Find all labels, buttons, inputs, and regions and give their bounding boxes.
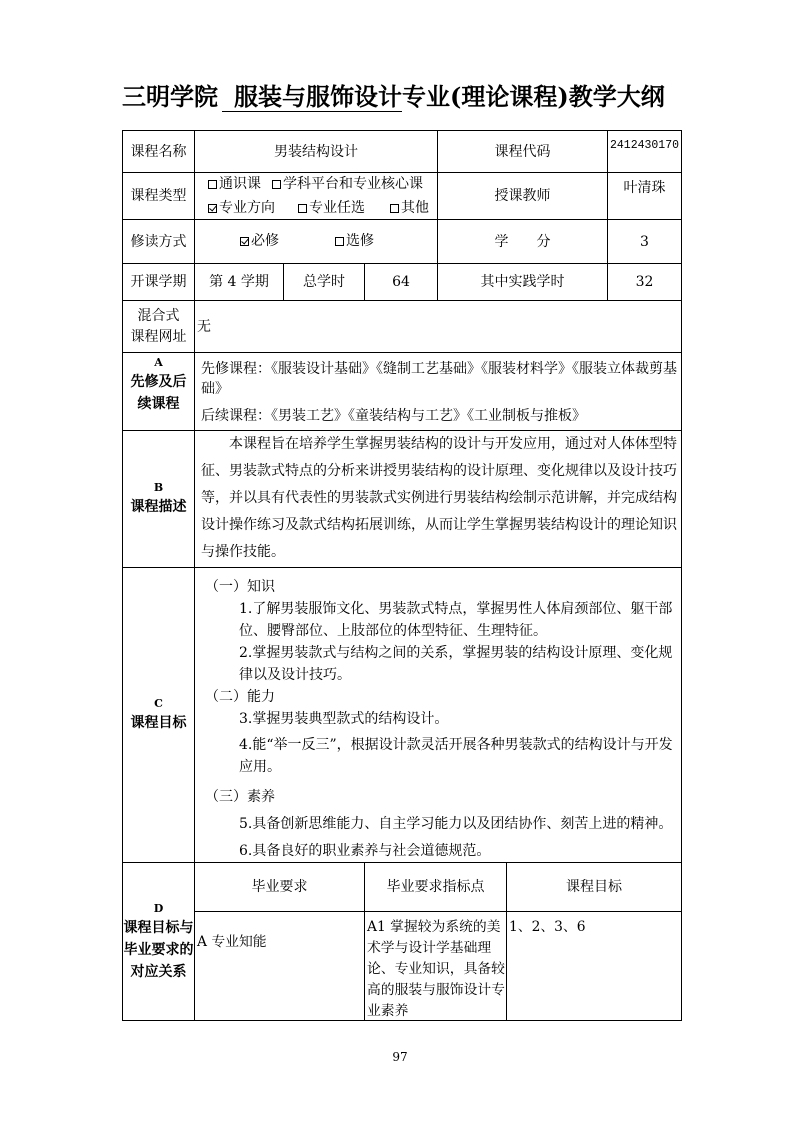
- course-url-label-line: 混合式: [137, 307, 180, 324]
- mapping-header-indicator: 毕业要求指标点: [364, 862, 507, 912]
- option-label: 专业任选: [309, 200, 365, 216]
- checkbox-box: [208, 180, 217, 189]
- semester-label: 开课学期: [122, 263, 195, 301]
- course-name-value: 男装结构设计: [194, 130, 438, 173]
- mapping-header-requirement: 毕业要求: [194, 862, 365, 912]
- section-letter: C: [154, 697, 163, 710]
- study-mode-option: [335, 231, 374, 251]
- objective-group-heading: （三）素养: [205, 789, 275, 805]
- section-letter: B: [153, 481, 164, 494]
- option-label: 必修: [251, 233, 279, 249]
- mapping-header-objectives: 课程目标: [506, 862, 682, 912]
- course-type-option: [272, 174, 423, 194]
- objective-item: 5.具备创新思维能力、自主学习能力以及团结协作、刻苦上进的精神。: [239, 816, 673, 832]
- study-mode-option: [240, 231, 279, 251]
- checkbox-box: [272, 180, 281, 189]
- option-label: 通识课: [219, 176, 261, 192]
- school-name: 三明学院: [122, 82, 218, 111]
- major-name-underlined: 服装与服饰设计: [222, 83, 402, 112]
- checkbox-box: [208, 204, 217, 213]
- objective-item: 6.具备良好的职业素养与社会道德规范。: [239, 843, 491, 859]
- checkbox-box: [240, 237, 249, 246]
- checkbox-box: [298, 204, 307, 213]
- course-url-value: 无: [194, 300, 682, 353]
- page-title: [122, 80, 692, 116]
- section-label-line: 续课程: [137, 396, 180, 412]
- course-type-option: [208, 174, 261, 194]
- study-mode-options: [194, 219, 438, 264]
- prerequisite-courses: 先修课程：《服装设计基础》《缝制工艺基础》《服装材料学》《服装立体裁剪基础》: [201, 361, 677, 397]
- section-label-line: 课程目标: [130, 715, 187, 731]
- section-label-line: 对应关系: [130, 963, 187, 980]
- option-label: 选修: [346, 233, 374, 249]
- mapping-requirement: A 专业知能: [194, 911, 365, 1021]
- course-code-label: 课程代码: [437, 130, 608, 173]
- title-suffix: 专业(理论课程)教学大纲: [402, 82, 665, 111]
- practice-hours-value: 32: [607, 263, 682, 301]
- course-type-options: [194, 172, 438, 220]
- section-c-content: [194, 567, 682, 863]
- study-mode-label: 修读方式: [122, 219, 195, 264]
- credits-value: 3: [607, 219, 682, 264]
- total-hours-value: 64: [364, 263, 438, 301]
- option-label: 学科平台和专业核心课: [283, 176, 423, 192]
- section-b-label: [122, 430, 195, 568]
- checkbox-box: [390, 204, 399, 213]
- section-letter: D: [153, 901, 164, 915]
- objective-item: 3.掌握男装典型款式的结构设计。: [239, 711, 449, 727]
- syllabus-table: [122, 130, 682, 1021]
- instructor-label: 授课教师: [437, 172, 608, 220]
- objective-group-heading: （一）知识: [205, 579, 275, 595]
- objective-group-heading: （二）能力: [205, 689, 275, 705]
- follow-up-courses: 后续课程：《男装工艺》《童装结构与工艺》《工业制板与推板》: [201, 408, 586, 424]
- section-letter: A: [154, 356, 163, 369]
- section-label-line: 课程描述: [130, 499, 187, 515]
- objective-item: 4.能“举一反三”，根据设计款灵活开展各种男装款式的结构设计与开发应用。: [239, 737, 673, 775]
- mapping-objectives: 1、2、3、6: [506, 911, 682, 1021]
- course-type-label: 课程类型: [122, 172, 195, 220]
- course-type-option: [208, 198, 275, 218]
- course-type-option: [390, 198, 429, 218]
- page-number: 97: [392, 1050, 408, 1064]
- mapping-indicator: A1 掌握较为系统的美术学与设计学基础理论、专业知识，具备较高的服装与服饰设计专业素养: [364, 911, 507, 1021]
- total-hours-label: 总学时: [283, 263, 365, 301]
- section-a-content: [194, 352, 682, 431]
- section-a-label: [122, 352, 195, 431]
- option-label: 其他: [401, 200, 429, 216]
- objective-item: 1.了解男装服饰文化、男装款式特点，掌握男性人体肩颈部位、躯干部位、腰臀部位、上肢部位的体型特征、生理特征。: [239, 601, 673, 639]
- course-description: 本课程旨在培养学生掌握男装结构的设计与开发应用，通过对人体体型特征、男装款式特点的分析来讲授男装结构的设计原理、变化规律以及设计技巧等，并以具有代表性的男装款式实例进行男装结构绘制示范讲解，并完成结构设计操作练习及款式结构拓展训练，从而让学生掌握男装结构设计的理论知识与操作技能。: [201, 436, 677, 560]
- option-label: 专业方向: [219, 200, 275, 216]
- course-name-label: 课程名称: [122, 130, 195, 173]
- objective-item: 2.掌握男装款式与结构之间的关系，掌握男装的结构设计原理、变化规律以及设计技巧。: [239, 645, 673, 683]
- section-c-label: [122, 567, 195, 863]
- checkbox-box: [335, 237, 344, 246]
- instructor-value: 叶清珠: [607, 172, 682, 220]
- course-type-option: [298, 198, 365, 218]
- section-label-line: 先修及后: [130, 374, 187, 390]
- section-b-content: [194, 430, 682, 568]
- practice-hours-label: 其中实践学时: [437, 263, 608, 301]
- section-label-line: 毕业要求的: [123, 941, 194, 958]
- course-url-label-line: 课程网址: [130, 328, 187, 345]
- course-code-value: 2412430170: [607, 130, 682, 173]
- section-d-label: [122, 862, 195, 1021]
- credits-label: 学 分: [437, 219, 608, 264]
- semester-value: 第 4 学期: [194, 263, 284, 301]
- section-label-line: 课程目标与: [123, 919, 194, 936]
- course-url-label: [122, 300, 195, 353]
